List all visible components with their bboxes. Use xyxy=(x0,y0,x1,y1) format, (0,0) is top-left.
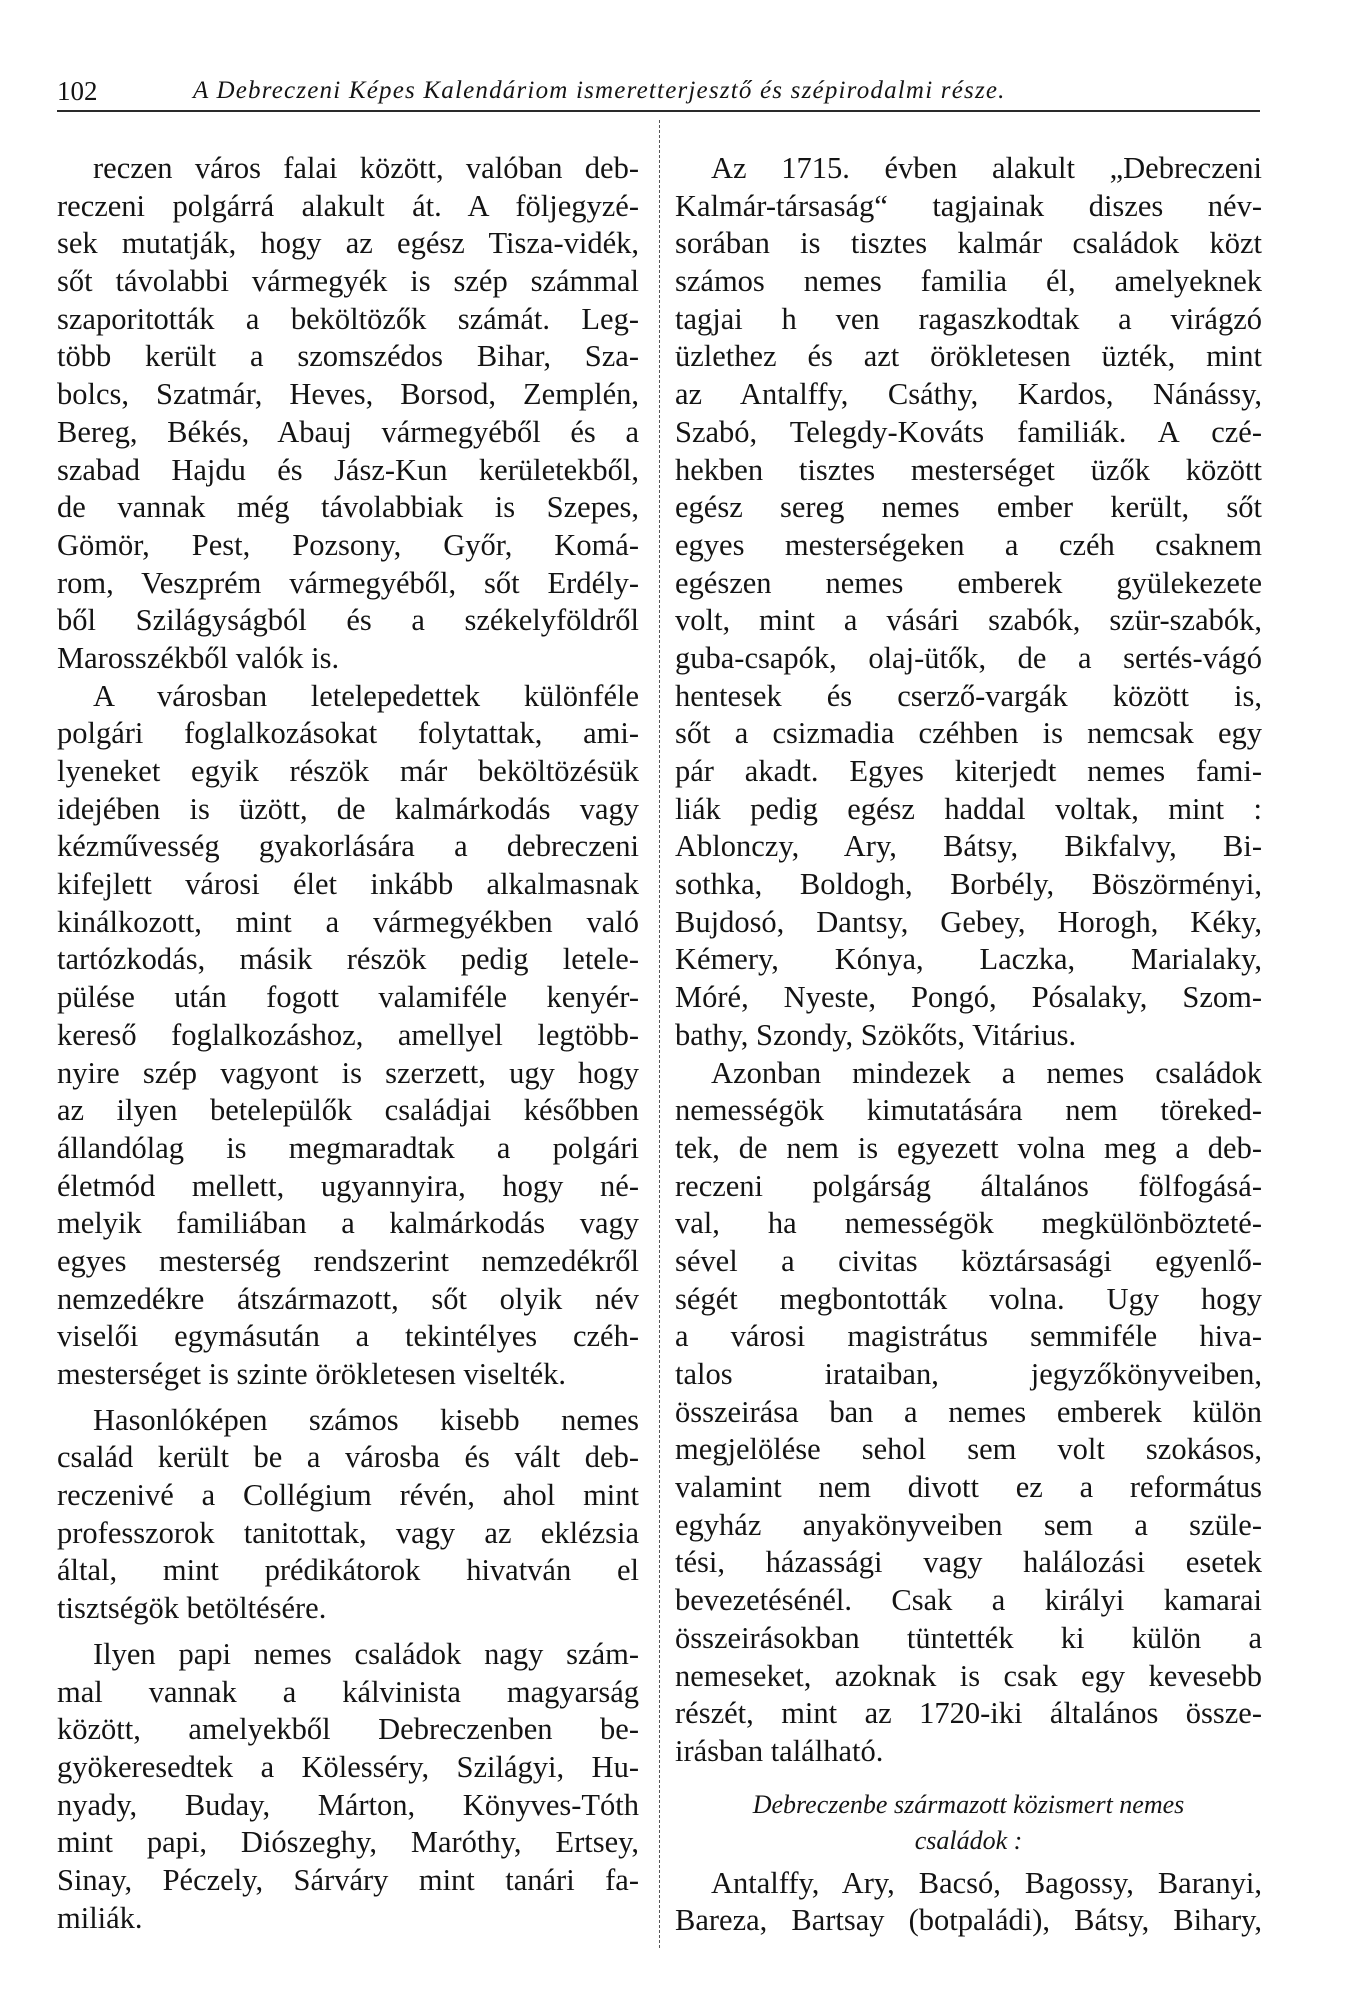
text-line: összeirásokban tüntették ki külön a xyxy=(675,1620,1262,1655)
text-line: polgári foglalkozásokat folytattak, ami- xyxy=(57,716,639,751)
caption-line: családok : xyxy=(914,1825,1023,1855)
text-line: guba-csapók, olaj-ütők, de a sertés-vágó xyxy=(675,640,1262,675)
text-line: bathy, Szondy, Szökőts, Vitárius. xyxy=(675,1017,1077,1052)
text-line: pár akadt. Egyes kiterjedt nemes fami- xyxy=(675,754,1262,788)
text-line: Kalmár-társaság“ tagjainak diszes név- xyxy=(675,188,1262,223)
running-title: A Debreczeni Képes Kalendáriom ismeretterjesztő és szépirodalmi része. xyxy=(193,77,1006,104)
text-line: bevezetésénél. Csak a királyi kamarai xyxy=(675,1583,1262,1618)
column-divider xyxy=(659,120,660,1948)
text-line: hekben tisztes mesterséget üzők között xyxy=(675,452,1262,487)
text-line: szabad Hajdu és Jász-Kun kerületekből, xyxy=(57,452,639,487)
text-line: Móré, Nyeste, Pongó, Pósalaky, Szom- xyxy=(675,980,1262,1015)
text-line: Az 1715. évben alakult „Debreczeni xyxy=(711,151,1262,185)
text-line: tek, de nem is egyezett volna meg a deb- xyxy=(675,1130,1262,1165)
text-line: Bereg, Békés, Abauj vármegyéből és a xyxy=(57,414,639,449)
text-line: összeirása ban a nemes emberek külön xyxy=(675,1394,1262,1429)
text-line: miliák. xyxy=(57,1900,143,1935)
text-line: tagjai h ven ragaszkodtak a virágzó xyxy=(675,301,1262,336)
text-line: lyeneket egyik részök már beköltözésük xyxy=(57,754,639,788)
text-line: Bujdosó, Dantsy, Gebey, Horogh, Kéky, xyxy=(675,904,1262,939)
text-line: Azonban mindezek a nemes családok xyxy=(711,1055,1262,1090)
text-line: tartózkodás, másik részök pedig letele- xyxy=(57,942,639,977)
text-line: több került a szomszédos Bihar, Sza- xyxy=(57,339,639,374)
family-list-line: Bareza, Bartsay (botpaládi), Bátsy, Bihary, xyxy=(675,1903,1262,1938)
text-line: Marosszékből valók is. xyxy=(57,640,340,675)
text-line: viselői egymásután a tekintélyes czéh- xyxy=(57,1319,639,1354)
text-line: Kémery, Kónya, Laczka, Marialaky, xyxy=(675,942,1262,977)
text-line: tési, házassági vagy halálozási esetek xyxy=(675,1545,1262,1580)
paragraph xyxy=(57,1636,639,1938)
text-line: család került be a városba és vált deb- xyxy=(57,1440,639,1475)
text-line: mesterséget is szinte örökletesen viselték. xyxy=(57,1357,567,1391)
text-line: tisztségök betöltésére. xyxy=(57,1591,327,1626)
text-line: hentesek és cserző-vargák között is, xyxy=(675,678,1262,713)
text-line: de vannak még távolabbiak is Szepes, xyxy=(57,490,639,525)
text-line: irásban található. xyxy=(675,1733,884,1768)
right-column xyxy=(675,150,1262,1940)
text-line: az ilyen betelepülők családjai későbben xyxy=(57,1093,639,1128)
text-line: reczeni polgárrá alakult át. A följegyzé- xyxy=(57,188,639,223)
text-line: nyire szép vagyont is szerzett, ugy hogy xyxy=(57,1055,639,1090)
section-caption xyxy=(675,1787,1262,1859)
text-line: reczeni polgárság általános fölfogásá- xyxy=(675,1168,1262,1203)
text-line: mint papi, Diószeghy, Maróthy, Ertsey, xyxy=(57,1825,639,1860)
paragraph xyxy=(57,150,639,678)
text-line: nyady, Buday, Márton, Könyves-Tóth xyxy=(57,1787,639,1822)
text-line: reczen város falai között, valóban deb- xyxy=(93,151,639,185)
paragraph xyxy=(57,678,639,1394)
page-number: 102 xyxy=(57,76,98,106)
text-line: reczenivé a Collégium révén, ahol mint xyxy=(57,1478,639,1513)
text-line: A városban letelepedettek különféle xyxy=(93,678,639,713)
text-line: rom, Veszprém vármegyéből, sőt Erdély- xyxy=(57,565,639,600)
text-line: Gömör, Pest, Pozsony, Győr, Komá- xyxy=(57,527,639,562)
text-line: által, mint prédikátorok hivatván el xyxy=(57,1553,639,1588)
text-line: az Antalffy, Csáthy, Kardos, Nánássy, xyxy=(675,377,1262,412)
text-line: mal vannak a kálvinista magyarság xyxy=(57,1674,639,1709)
family-list xyxy=(675,1865,1262,1940)
text-line: Szabó, Telegdy-Kováts familiák. A czé- xyxy=(675,414,1262,449)
text-line: a városi magistrátus semmiféle hiva- xyxy=(675,1319,1262,1354)
text-line: Hasonlóképen számos kisebb nemes xyxy=(93,1402,639,1437)
text-line: melyik familiában a kalmárkodás vagy xyxy=(57,1206,639,1241)
text-line: egész sereg nemes ember került, sőt xyxy=(675,490,1262,525)
text-line: liák pedig egész haddal voltak, mint : xyxy=(675,791,1262,826)
text-line: kinálkozott, mint a vármegyékben való xyxy=(57,904,639,939)
text-line: gyökeresedtek a Kölesséry, Szilágyi, Hu- xyxy=(57,1749,639,1784)
paragraph xyxy=(675,1055,1262,1771)
header-rule xyxy=(57,110,1260,112)
text-line: sével a civitas köztársasági egyenlő- xyxy=(675,1243,1262,1278)
text-line: Sinay, Péczely, Sárváry mint tanári fa- xyxy=(57,1862,639,1897)
text-line: nemzedékre átszármazott, sőt olyik név xyxy=(57,1281,639,1316)
text-line: sothka, Boldogh, Borbély, Böszörményi, xyxy=(675,867,1262,902)
text-line: ből Szilágyságból és a székelyföldről xyxy=(57,603,639,638)
text-line: kereső foglalkozáshoz, amellyel legtöbb- xyxy=(57,1017,639,1052)
caption-line: Debreczenbe származott közismert nemes xyxy=(752,1789,1185,1819)
text-line: Ablonczy, Ary, Bátsy, Bikfalvy, Bi- xyxy=(675,829,1262,864)
text-line: Ilyen papi nemes családok nagy szám- xyxy=(93,1636,639,1671)
paragraph xyxy=(675,150,1262,1055)
text-line: valamint nem divott ez a református xyxy=(675,1470,1262,1505)
text-line: számos nemes familia él, amelyeknek xyxy=(675,264,1262,299)
text-line: idejében is üzött, de kalmárkodás vagy xyxy=(57,791,639,826)
text-line: ségét megbontották volna. Ugy hogy xyxy=(675,1281,1262,1316)
text-line: szaporitották a beköltözők számát. Leg- xyxy=(57,301,639,336)
text-line: életmód mellett, ugyannyira, hogy né- xyxy=(57,1168,639,1203)
text-line: üzlethez és azt örökletesen üzték, mint xyxy=(675,339,1262,374)
text-line: egyház anyakönyveiben sem a szüle- xyxy=(675,1507,1262,1542)
text-line: kézművesség gyakorlására a debreczeni xyxy=(57,829,639,864)
text-line: nemeseket, azoknak is csak egy kevesebb xyxy=(675,1658,1262,1693)
text-line: sorában is tisztes kalmár családok közt xyxy=(675,226,1262,261)
text-line: pülése után fogott valamiféle kenyér- xyxy=(57,980,639,1015)
text-line: kifejlett városi élet inkább alkalmasnak xyxy=(57,867,639,902)
text-line: sőt távolabbi vármegyék is szép számmal xyxy=(57,264,639,299)
left-column xyxy=(57,150,639,1937)
text-line: állandólag is megmaradtak a polgári xyxy=(57,1130,639,1165)
text-line: sek mutatják, hogy az egész Tisza-vidék, xyxy=(57,226,639,261)
text-line: sőt a csizmadia czéhben is nemcsak egy xyxy=(675,716,1262,751)
family-list-line: Antalffy, Ary, Bacsó, Bagossy, Baranyi, xyxy=(711,1865,1262,1900)
text-line: megjelölése sehol sem volt szokásos, xyxy=(675,1432,1262,1467)
text-line: professzorok tanitottak, vagy az eklézsia xyxy=(57,1515,639,1550)
text-line: egészen nemes emberek gyülekezete xyxy=(675,565,1262,600)
text-line: nemességök kimutatására nem töreked- xyxy=(675,1093,1262,1128)
text-line: egyes mesterségeken a czéh csaknem xyxy=(675,527,1262,562)
text-line: volt, mint a vásári szabók, szür-szabók, xyxy=(675,603,1262,638)
text-line: bolcs, Szatmár, Heves, Borsod, Zemplén, xyxy=(57,377,639,412)
text-line: val, ha nemességök megkülönbözteté- xyxy=(675,1206,1262,1241)
paragraph xyxy=(57,1402,639,1628)
text-line: részét, mint az 1720-iki általános össze- xyxy=(675,1696,1262,1731)
text-line: egyes mesterség rendszerint nemzedékről xyxy=(57,1243,639,1278)
text-line: talos irataiban, jegyzőkönyveiben, xyxy=(675,1357,1262,1391)
text-line: között, amelyekből Debreczenben be- xyxy=(57,1712,639,1747)
